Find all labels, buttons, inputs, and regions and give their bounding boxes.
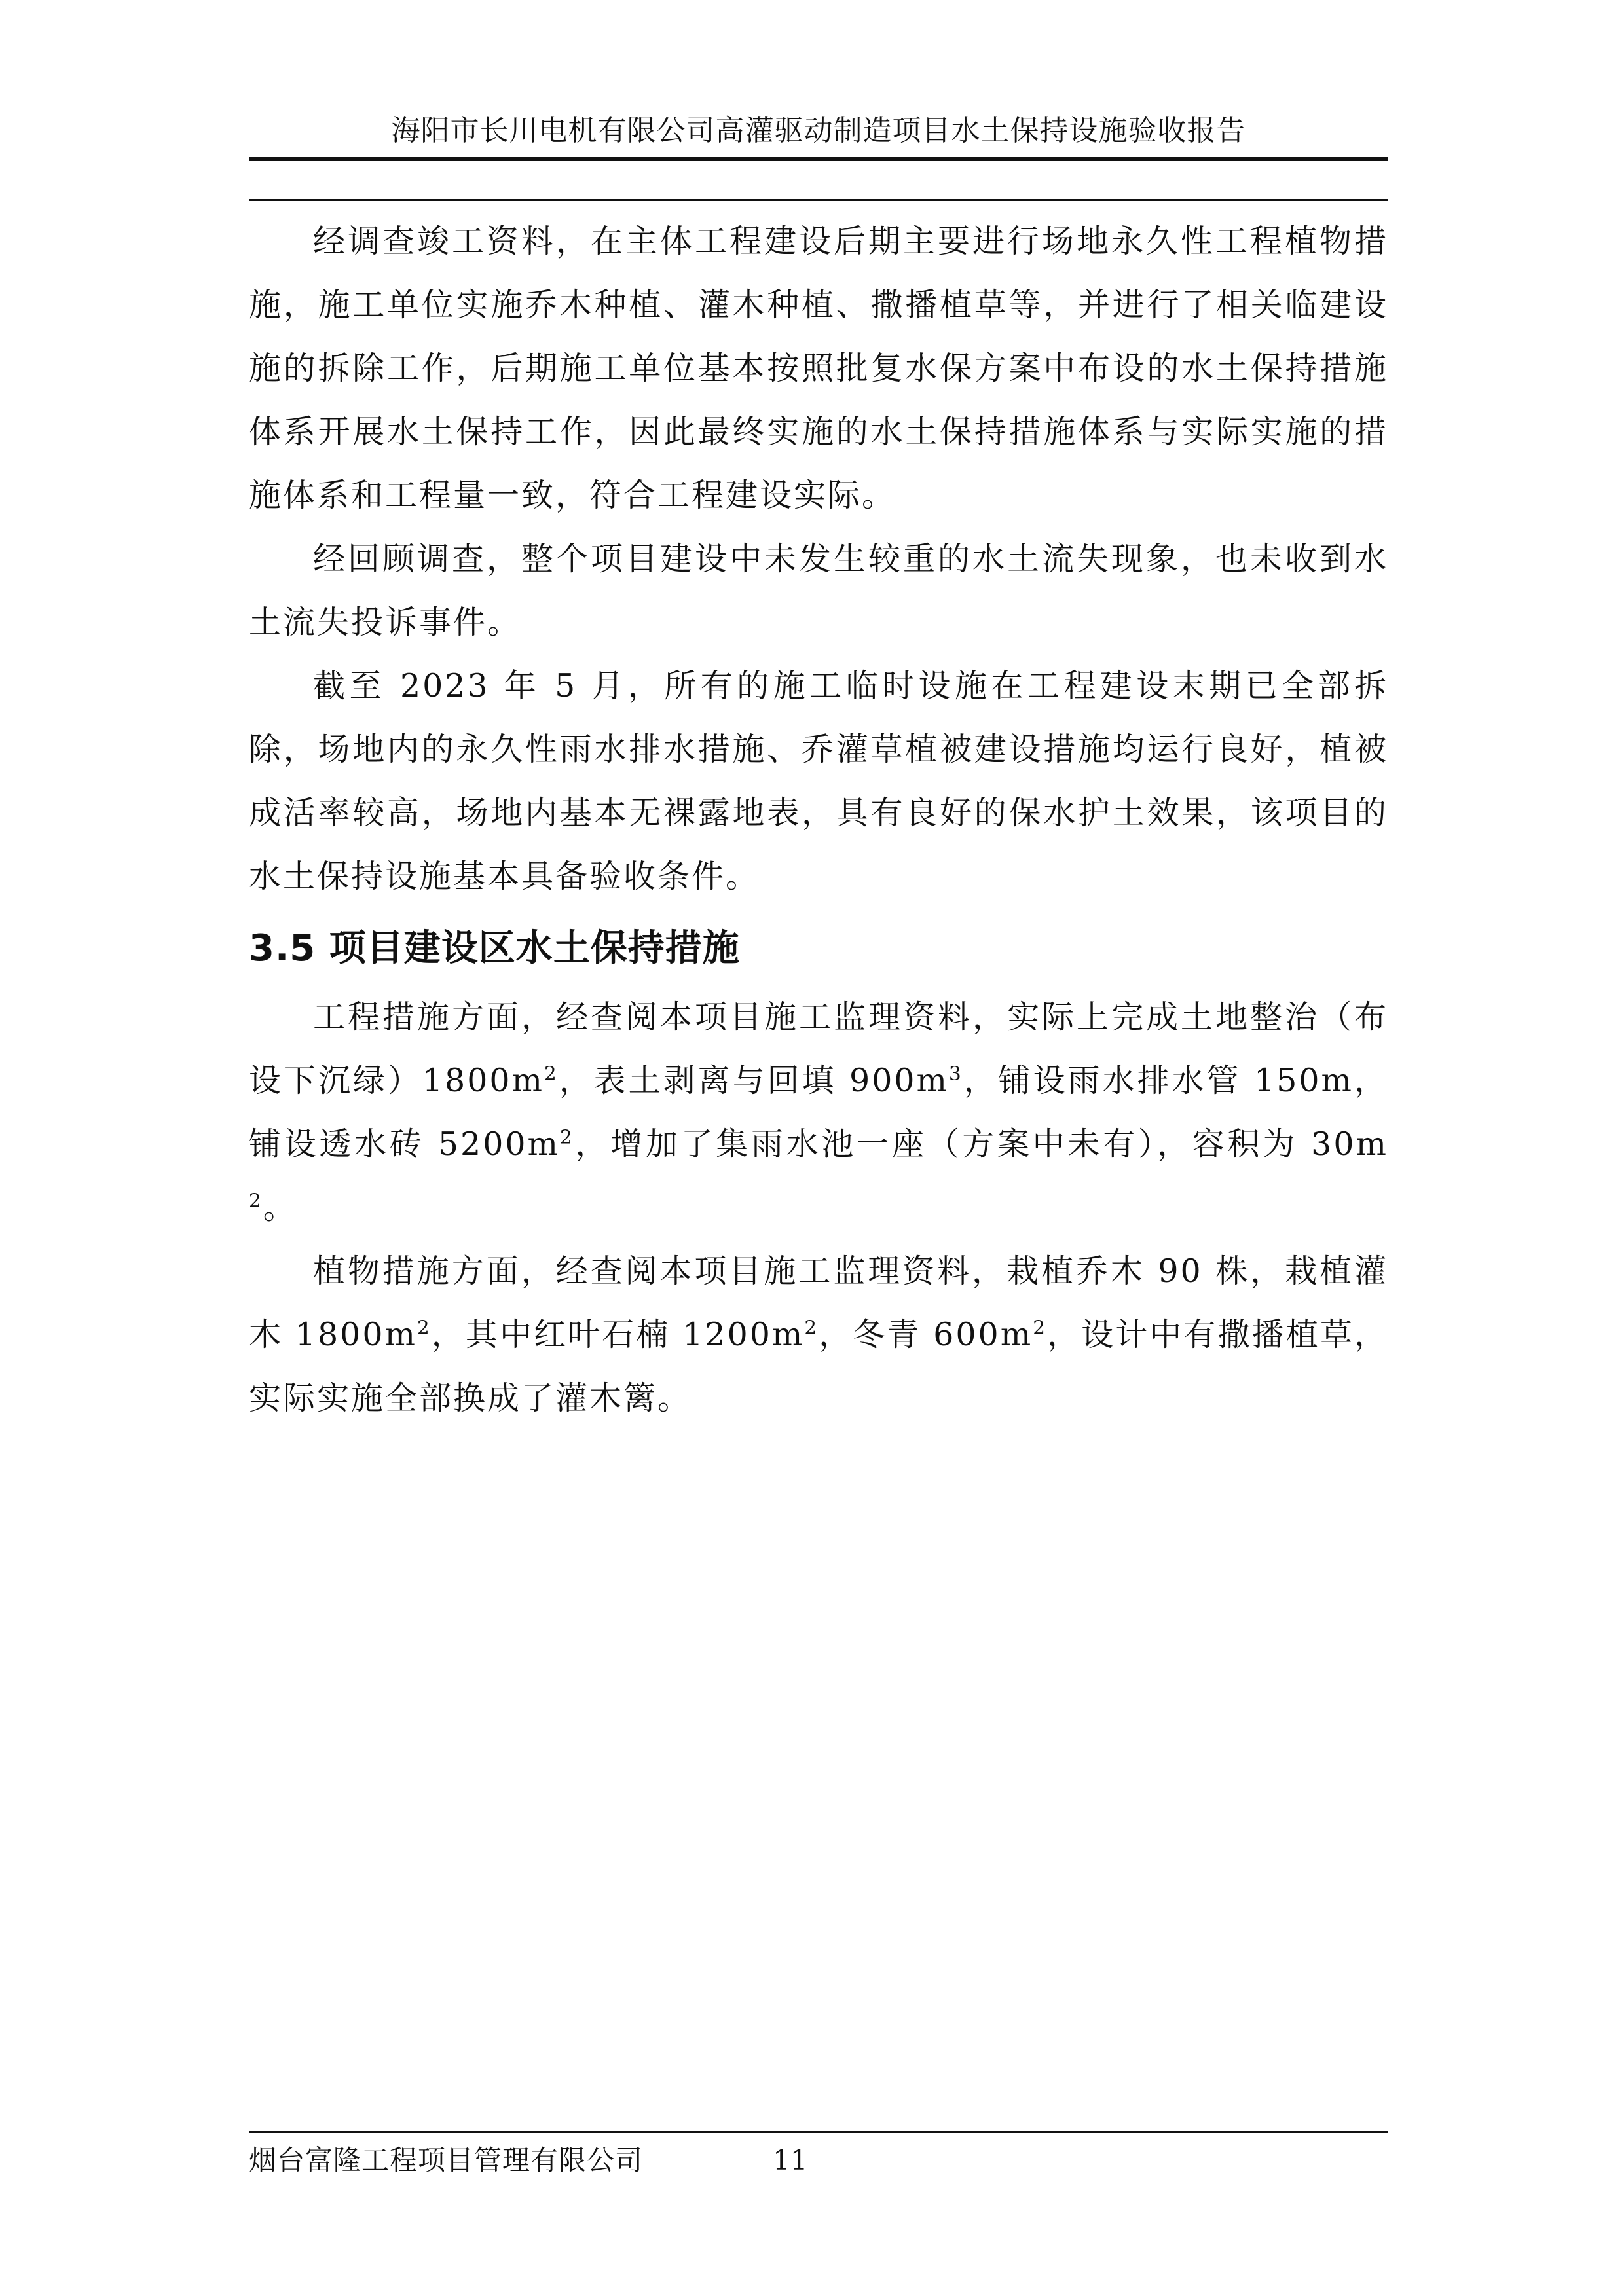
running-header-title: 海阳市长川电机有限公司高灌驱动制造项目水土保持设施验收报告 bbox=[391, 114, 1246, 147]
paragraph-review-survey: 经回顾调查，整个项目建设中未发生较重的水土流失现象，也未收到水土流失投诉事件。 bbox=[249, 540, 1388, 641]
superscript: 2 bbox=[804, 1316, 819, 1339]
superscript: 2 bbox=[1033, 1316, 1047, 1339]
page-body bbox=[249, 210, 1388, 1430]
paragraph-plant-measures bbox=[249, 1239, 1388, 1430]
text-run: ，设计中有撒播植草，实际实施全部换成了灌木篱。 bbox=[249, 1316, 1388, 1417]
page-number: 11 bbox=[773, 2144, 808, 2176]
superscript: 2 bbox=[249, 1189, 263, 1212]
text-run: ，增加了集雨水池一座（方案中未有），容积为 30m bbox=[574, 1125, 1388, 1163]
text-run: ，其中红叶石楠 1200m bbox=[431, 1316, 805, 1353]
text-run: 工程措施方面，经查阅本项目施工监理资料，实际上完成土地整治（布设下沉绿）1800m bbox=[249, 998, 1388, 1099]
section-heading-3-5: 3.5 项目建设区水土保持措施 bbox=[249, 927, 740, 970]
text-run: ，表土剥离与回填 900m bbox=[558, 1062, 950, 1099]
footer-rule bbox=[249, 2131, 1388, 2133]
paragraph-engineering-measures bbox=[249, 985, 1388, 1239]
footer-company-name: 烟台富隆工程项目管理有限公司 bbox=[249, 2144, 644, 2176]
header-rule-thick bbox=[249, 157, 1388, 161]
text-run: 植物措施方面，经查阅本项目施工监理资料，栽植乔木 90 株，栽植灌木 1800m bbox=[249, 1252, 1388, 1353]
paragraph-completion-data: 经调查竣工资料，在主体工程建设后期主要进行场地永久性工程植物措施，施工单位实施乔木种植、灌木种植、撒播植草等，并进行了相关临建设施的拆除工作，后期施工单位基本按照批复水保方案中布设的水土保持措施体系开展水土保持工作，因此最终实施的水土保持措施体系与实际实施的措施体系和工程量一致，符合工程建设实际。 bbox=[249, 223, 1388, 514]
text-run: ，冬青 600m bbox=[819, 1316, 1033, 1353]
superscript: 3 bbox=[949, 1062, 963, 1085]
superscript: 2 bbox=[560, 1125, 574, 1148]
header-rule-thin bbox=[249, 199, 1388, 201]
paragraph-acceptance-conditions: 截至 2023 年 5 月，所有的施工临时设施在工程建设末期已全部拆除，场地内的永久性雨水排水措施、乔灌草植被建设措施均运行良好，植被成活率较高，场地内基本无裸露地表，具有良好的保水护土效果，该项目的水土保持设施基本具备验收条件。 bbox=[249, 667, 1388, 895]
superscript: 2 bbox=[544, 1062, 559, 1085]
text-run: ，铺设雨水排水管 150m，铺设透水砖 5200m bbox=[249, 1062, 1388, 1163]
superscript: 2 bbox=[416, 1316, 432, 1339]
text-run: 。 bbox=[263, 1189, 297, 1226]
